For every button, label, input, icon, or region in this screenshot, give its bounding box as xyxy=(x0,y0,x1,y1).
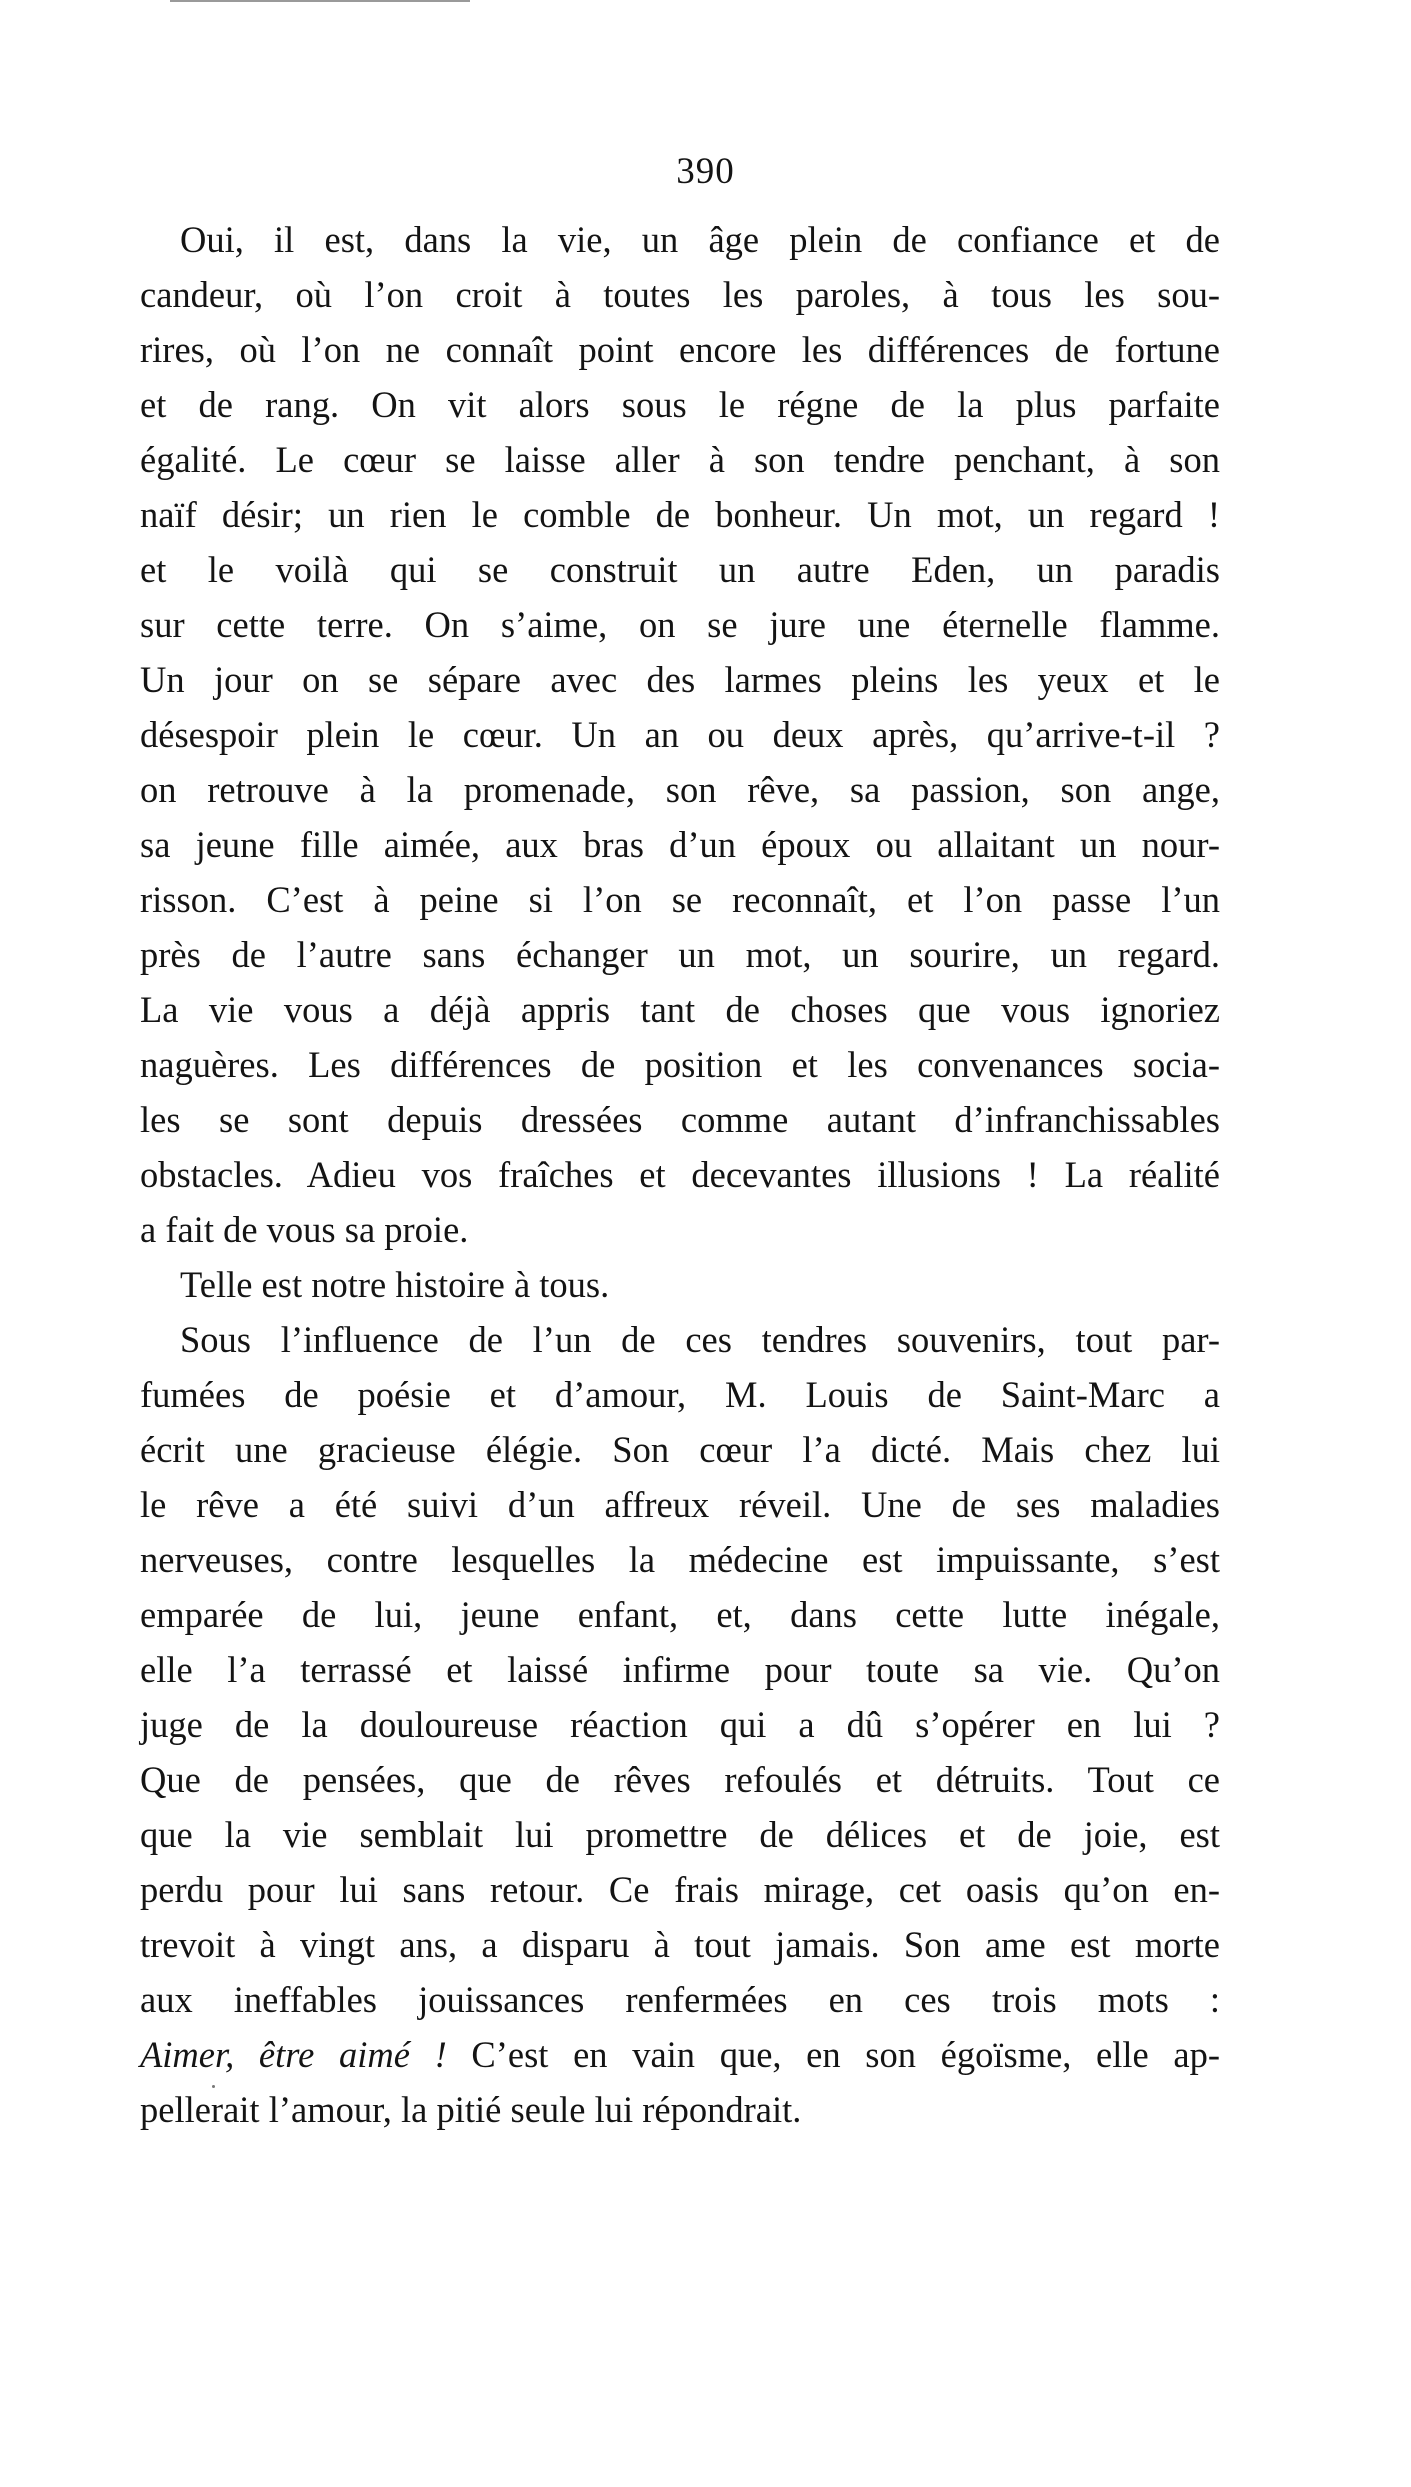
text-line: que la vie semblait lui promettre de délices et de joie, est xyxy=(140,1814,1220,1855)
text-line: on retrouve à la promenade, son rêve, sa passion, son ange, xyxy=(140,769,1220,810)
text-line: Que de pensées, que de rêves refoulés et détruits. Tout ce xyxy=(140,1759,1220,1800)
text-line: a fait de vous sa proie. xyxy=(140,1209,469,1250)
text-line: rires, où l’on ne connaît point encore les différences de fortune xyxy=(140,329,1220,370)
text-line: perdu pour lui sans retour. Ce frais mirage, cet oasis qu’on en- xyxy=(140,1869,1220,1910)
text-line: égalité. Le cœur se laisse aller à son tendre penchant, à son xyxy=(140,439,1220,480)
text-line: naïf désir; un rien le comble de bonheur. Un mot, un regard ! xyxy=(140,494,1220,535)
text-line-rest: C’est en vain que, en son égoïsme, elle ap- xyxy=(446,2034,1221,2075)
text-line: sur cette terre. On s’aime, on se jure une éternelle flamme. xyxy=(140,604,1220,645)
text-line: Un jour on se sépare avec des larmes pleins les yeux et le xyxy=(140,659,1220,700)
ink-speck xyxy=(212,2085,215,2088)
text-line: Oui, il est, dans la vie, un âge plein de confiance et de xyxy=(180,219,1220,260)
text-line: près de l’autre sans échanger un mot, un sourire, un regard. xyxy=(140,934,1220,975)
text-line: pellerait l’amour, la pitié seule lui répondrait. xyxy=(140,2089,802,2130)
text-line: Sous l’influence de l’un de ces tendres souvenirs, tout par- xyxy=(180,1319,1220,1360)
text-line: naguères. Les différences de position et les convenances socia- xyxy=(140,1044,1220,1085)
text-line: La vie vous a déjà appris tant de choses que vous ignoriez xyxy=(140,989,1220,1030)
text-line: candeur, où l’on croit à toutes les paroles, à tous les sou- xyxy=(140,274,1220,315)
text-line: juge de la douloureuse réaction qui a dû s’opérer en lui ? xyxy=(140,1704,1220,1745)
text-line: désespoir plein le cœur. Un an ou deux après, qu’arrive-t-il ? xyxy=(140,714,1220,755)
text-line: elle l’a terrassé et laissé infirme pour toute sa vie. Qu’on xyxy=(140,1649,1220,1690)
text-line: nerveuses, contre lesquelles la médecine est impuissante, s’est xyxy=(140,1539,1220,1580)
text-line: et le voilà qui se construit un autre Eden, un paradis xyxy=(140,549,1220,590)
paragraph-saint-marc xyxy=(140,1312,1220,2137)
paragraph-confiance xyxy=(140,212,1220,1257)
text-line: sa jeune fille aimée, aux bras d’un époux ou allaitant un nour- xyxy=(140,824,1220,865)
text-line: emparée de lui, jeune enfant, et, dans cette lutte inégale, xyxy=(140,1594,1220,1635)
page-number: 390 xyxy=(676,151,735,192)
text-line: aux ineffables jouissances renfermées en ces trois mots : xyxy=(140,1979,1220,2020)
text-line: écrit une gracieuse élégie. Son cœur l’a dicté. Mais chez lui xyxy=(140,1429,1220,1470)
text-line: trevoit à vingt ans, a disparu à tout jamais. Son ame est morte xyxy=(140,1924,1220,1965)
text-line: risson. C’est à peine si l’on se reconnaît, et l’on passe l’un xyxy=(140,879,1220,920)
body-text xyxy=(140,212,1220,2137)
top-printer-rule xyxy=(170,0,470,6)
italic-quote: Aimer, être aimé ! xyxy=(140,2034,447,2075)
text-line: et de rang. On vit alors sous le régne de la plus parfaite xyxy=(140,384,1220,425)
text-line xyxy=(140,2027,1220,2082)
text-line: fumées de poésie et d’amour, M. Louis de Saint-Marc a xyxy=(140,1374,1220,1415)
text-line: obstacles. Adieu vos fraîches et decevantes illusions ! La réalité xyxy=(140,1154,1220,1195)
text-line: les se sont depuis dressées comme autant d’infranchissables xyxy=(140,1099,1220,1140)
text-line: Telle est notre histoire à tous. xyxy=(180,1264,610,1305)
paragraph-histoire xyxy=(140,1257,1220,1312)
text-line: le rêve a été suivi d’un affreux réveil. Une de ses maladies xyxy=(140,1484,1220,1525)
